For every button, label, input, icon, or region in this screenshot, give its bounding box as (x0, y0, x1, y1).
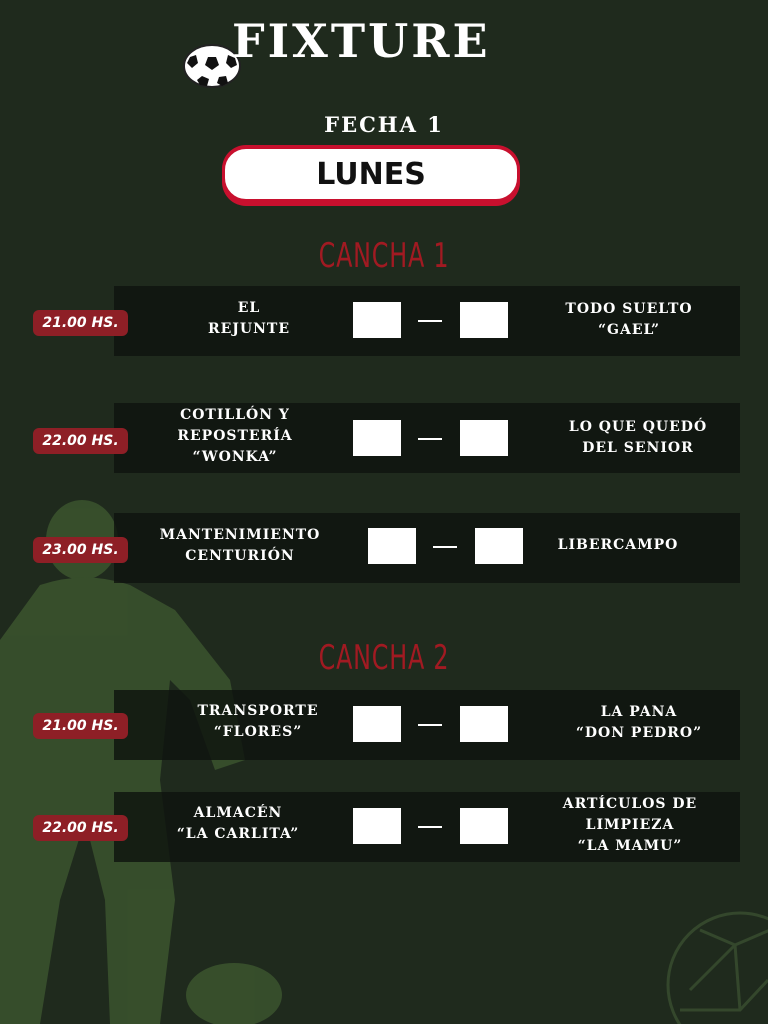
home-team: EL REJUNTE (207, 300, 291, 337)
away-team: ARTÍCULOS DE LIMPIEZA “LA MAMU” (562, 796, 698, 854)
match-time: 21.00 HS. (33, 713, 128, 739)
home-score-box[interactable] (353, 808, 401, 844)
fecha-label: FECHA 1 (324, 112, 444, 137)
away-score-box[interactable] (460, 706, 508, 742)
versus-dash (418, 826, 442, 828)
home-team: TRANSPORTE “FLORES” (197, 703, 319, 740)
day-pill (222, 146, 520, 202)
home-score-box[interactable] (353, 302, 401, 338)
match-time: 22.00 HS. (33, 428, 128, 454)
day-label: LUNES (316, 156, 426, 192)
cancha-2-heading: CANCHA 2 (318, 638, 450, 678)
away-team: LIBERCAMPO (557, 537, 679, 553)
home-score-box[interactable] (368, 528, 416, 564)
match-time: 23.00 HS. (33, 537, 128, 563)
match-time: 21.00 HS. (33, 310, 128, 336)
versus-dash (433, 546, 457, 548)
page-title: FIXTURE (232, 14, 491, 68)
home-score-box[interactable] (353, 420, 401, 456)
versus-dash (418, 438, 442, 440)
cancha-1-heading: CANCHA 1 (318, 236, 450, 276)
versus-dash (418, 320, 442, 322)
home-team: ALMACÉN “LA CARLITA” (176, 805, 300, 842)
away-score-box[interactable] (460, 808, 508, 844)
away-team: TODO SUELTO “GAEL” (565, 301, 693, 338)
away-team: LO QUE QUEDÓ DEL SENIOR (568, 419, 708, 456)
home-team: COTILLÓN Y REPOSTERÍA “WONKA” (177, 407, 293, 465)
away-team: LA PANA “DON PEDRO” (575, 704, 703, 741)
match-time: 22.00 HS. (33, 815, 128, 841)
away-score-box[interactable] (460, 420, 508, 456)
away-score-box[interactable] (460, 302, 508, 338)
home-score-box[interactable] (353, 706, 401, 742)
versus-dash (418, 724, 442, 726)
home-team: MANTENIMIENTO CENTURIÓN (159, 527, 321, 564)
away-score-box[interactable] (475, 528, 523, 564)
